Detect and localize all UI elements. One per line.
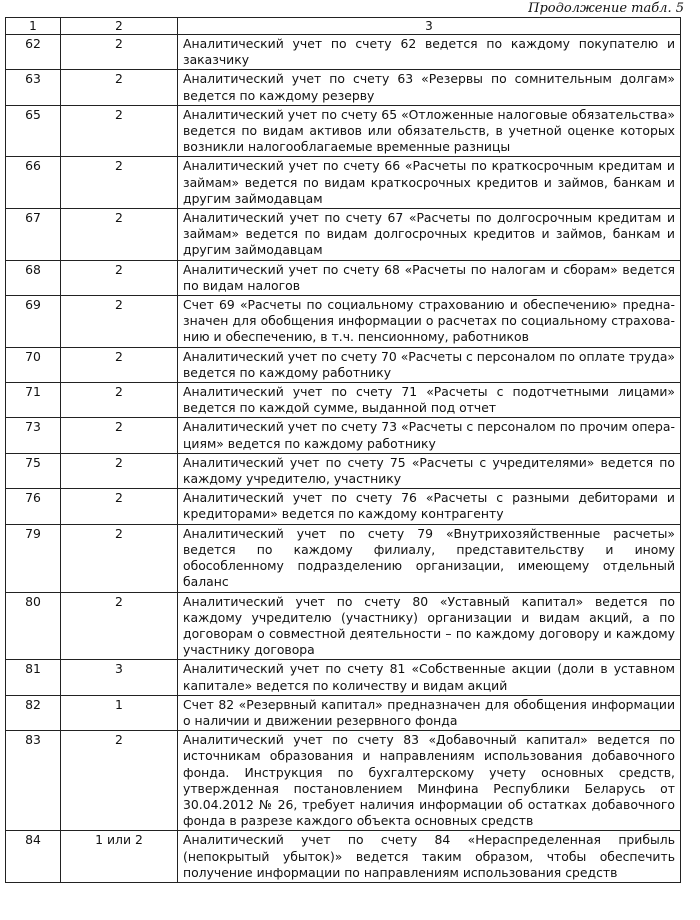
analytics-level-cell: 2 bbox=[61, 209, 178, 261]
account-number-cell: 71 bbox=[6, 383, 61, 418]
description-cell: Аналитический учет по счету 63 «Резервы по сомнительным долгам» ведется по каждому резерву bbox=[178, 70, 681, 105]
table-row bbox=[6, 489, 681, 524]
header-row bbox=[6, 18, 681, 35]
description-cell: Аналитический учет по счету 70 «Расчеты с персоналом по оплате труда» ведется по каждому работнику bbox=[178, 347, 681, 382]
description-cell: Аналитический учет по счету 83 «Добавочный капитал» ведется по источникам образования и направлениям использования добавочного фонда. Инструкция по бухгалтерскому учету основных средств, утвержденная постановлением Минфина Республики Беларусь от 30.04.2012 № 26, требует наличия информации об остатках добавочного фонда в разрезе каждого объекта основных средств bbox=[178, 731, 681, 831]
analytics-level-cell: 2 bbox=[61, 35, 178, 70]
table-row bbox=[6, 831, 681, 883]
analytics-level-cell: 2 bbox=[61, 383, 178, 418]
account-number-cell: 73 bbox=[6, 418, 61, 453]
analytics-level-cell: 2 bbox=[61, 347, 178, 382]
column-header-1: 1 bbox=[6, 18, 61, 35]
table-row bbox=[6, 592, 681, 660]
analytics-level-cell: 2 bbox=[61, 453, 178, 488]
account-number-cell: 79 bbox=[6, 524, 61, 592]
table-body bbox=[6, 35, 681, 883]
table-row bbox=[6, 35, 681, 70]
accounts-table bbox=[5, 17, 681, 883]
description-cell: Аналитический учет по счету 71 «Расчеты с подотчетными лицами» ведется по каждой сумме, выданной под отчет bbox=[178, 383, 681, 418]
account-number-cell: 76 bbox=[6, 489, 61, 524]
account-number-cell: 81 bbox=[6, 660, 61, 695]
analytics-level-cell: 2 bbox=[61, 524, 178, 592]
table-row bbox=[6, 157, 681, 209]
description-cell: Аналитический учет по счету 67 «Расчеты по долгосрочным кредитам и займам» ведется по видам долгосрочных кредитов и займов, банкам и другим займодавцам bbox=[178, 209, 681, 261]
analytics-level-cell: 2 bbox=[61, 157, 178, 209]
account-number-cell: 75 bbox=[6, 453, 61, 488]
description-cell: Аналитический учет по счету 66 «Расчеты по краткосрочным кредитам и займам» ведется по видам краткосрочных кредитов и займов, банкам и другим займодавцам bbox=[178, 157, 681, 209]
description-cell: Счет 82 «Резервный капитал» предназначен для обобщения информации о наличии и движении резервного фонда bbox=[178, 695, 681, 730]
table-row bbox=[6, 695, 681, 730]
analytics-level-cell: 2 bbox=[61, 296, 178, 348]
table-row bbox=[6, 418, 681, 453]
analytics-level-cell: 2 bbox=[61, 489, 178, 524]
table-row bbox=[6, 260, 681, 295]
description-cell: Аналитический учет по счету 73 «Расчеты с персоналом по прочим операциям» ведется по каждому работнику bbox=[178, 418, 681, 453]
account-number-cell: 63 bbox=[6, 70, 61, 105]
table-row bbox=[6, 731, 681, 831]
table-row bbox=[6, 209, 681, 261]
description-cell: Аналитический учет по счету 62 ведется по каждому покупателю и заказчику bbox=[178, 35, 681, 70]
account-number-cell: 65 bbox=[6, 105, 61, 157]
table-row bbox=[6, 660, 681, 695]
account-number-cell: 68 bbox=[6, 260, 61, 295]
table-row bbox=[6, 347, 681, 382]
analytics-level-cell: 2 bbox=[61, 260, 178, 295]
table-row bbox=[6, 383, 681, 418]
table-row bbox=[6, 453, 681, 488]
analytics-level-cell: 2 bbox=[61, 418, 178, 453]
description-cell: Аналитический учет по счету 81 «Собственные акции (доли в уставном капитале» ведется по количеству и видам акций bbox=[178, 660, 681, 695]
account-number-cell: 80 bbox=[6, 592, 61, 660]
table-row bbox=[6, 296, 681, 348]
table-row bbox=[6, 70, 681, 105]
analytics-level-cell: 2 bbox=[61, 70, 178, 105]
description-cell: Аналитический учет по счету 75 «Расчеты с учредителями» ведется по каждому учредителю, участнику bbox=[178, 453, 681, 488]
description-cell: Аналитический учет по счету 80 «Уставный капитал» ведется по каждому учредителю (участнику) организации и видам акций, а по договорам о совместной деятельности – по каждому договору и каждому участнику договора bbox=[178, 592, 681, 660]
account-number-cell: 84 bbox=[6, 831, 61, 883]
table-row bbox=[6, 524, 681, 592]
account-number-cell: 66 bbox=[6, 157, 61, 209]
analytics-level-cell: 2 bbox=[61, 592, 178, 660]
account-number-cell: 62 bbox=[6, 35, 61, 70]
column-header-3: 3 bbox=[178, 18, 681, 35]
description-cell: Аналитический учет по счету 79 «Внутрихозяйственные расчеты» ведется по каждому филиалу, представительству и иному обособленному подразделению организации, имеющему отдельный баланс bbox=[178, 524, 681, 592]
table-row bbox=[6, 105, 681, 157]
description-cell: Счет 69 «Расчеты по социальному страхованию и обеспечению» предназначен для обобщения информации о расчетах по социальному страхованию и обеспечению, в т.ч. пенсионному, работников bbox=[178, 296, 681, 348]
analytics-level-cell: 2 bbox=[61, 731, 178, 831]
account-number-cell: 70 bbox=[6, 347, 61, 382]
table-header bbox=[6, 18, 681, 35]
analytics-level-cell: 1 bbox=[61, 695, 178, 730]
table-continuation-caption: Продолжение табл. 5 bbox=[528, 1, 684, 16]
account-number-cell: 83 bbox=[6, 731, 61, 831]
description-cell: Аналитический учет по счету 68 «Расчеты по налогам и сборам» ведется по видам налогов bbox=[178, 260, 681, 295]
analytics-level-cell: 3 bbox=[61, 660, 178, 695]
analytics-level-cell: 1 или 2 bbox=[61, 831, 178, 883]
account-number-cell: 69 bbox=[6, 296, 61, 348]
description-cell: Аналитический учет по счету 76 «Расчеты с разными дебиторами и кредиторами» ведется по каждому контрагенту bbox=[178, 489, 681, 524]
column-header-2: 2 bbox=[61, 18, 178, 35]
description-cell: Аналитический учет по счету 65 «Отложенные налоговые обязательства» ведется по видам активов или обязательств, в учетной оценке которых возникли налогооблагаемые временные разницы bbox=[178, 105, 681, 157]
account-number-cell: 82 bbox=[6, 695, 61, 730]
analytics-level-cell: 2 bbox=[61, 105, 178, 157]
account-number-cell: 67 bbox=[6, 209, 61, 261]
description-cell: Аналитический учет по счету 84 «Нераспределенная прибыль (непокрытый убыток)» ведется таким образом, чтобы обеспечить получение информации по направлениям использования средств bbox=[178, 831, 681, 883]
